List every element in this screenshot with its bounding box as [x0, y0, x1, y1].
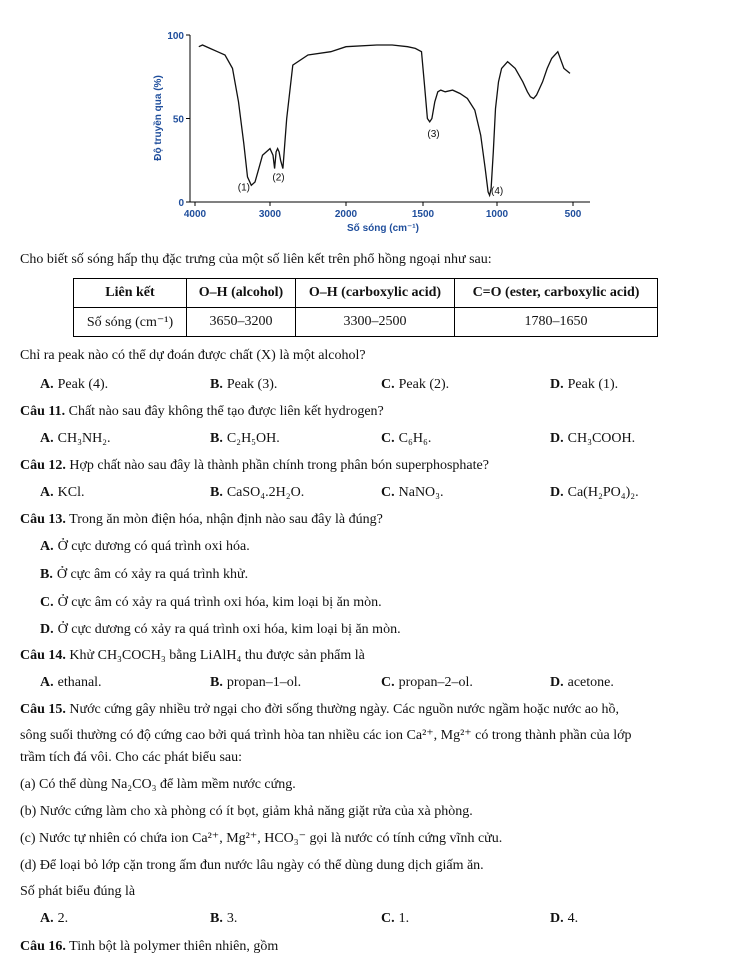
option-text: 3. [226, 911, 238, 926]
question-15-line2: sông suối thường có độ cứng cao bởi quá trình hòa tan nhiều các ion Ca²⁺, Mg²⁺ có trong thành phần của lớp [20, 728, 632, 743]
option-text: propan–2–ol. [398, 675, 473, 690]
option-key: C. [381, 377, 395, 392]
question-text: Chất nào sau đây không thể tạo được liên kết hydrogen? [68, 404, 384, 419]
table-header-cell: O–H (alcohol) [187, 279, 296, 308]
y-axis-label: Độ truyền qua (%) [153, 75, 164, 161]
question-12 [20, 458, 489, 474]
option-key: A. [40, 539, 54, 554]
x-tick-label: 1000 [485, 209, 509, 220]
q14-option-d[interactable] [550, 675, 614, 691]
option-text: Ở cực dương có quá trình oxi hóa. [57, 539, 250, 554]
option-text: KCl. [57, 485, 85, 500]
question-label: Câu 13. [20, 512, 66, 527]
x-tick-label: 2000 [334, 209, 358, 220]
table-cell: Số sóng (cm⁻¹) [74, 308, 187, 337]
question-label: Câu 11. [20, 404, 66, 419]
option-key: B. [210, 377, 223, 392]
q12-option-d[interactable] [550, 485, 639, 501]
question-label: Câu 12. [20, 458, 66, 473]
option-key: B. [210, 485, 223, 500]
option-key: B. [210, 675, 223, 690]
option-key: C. [40, 595, 54, 610]
question-label: Câu 15. [20, 702, 66, 717]
question-text: Trong ăn mòn điện hóa, nhận định nào sau đây là đúng? [69, 512, 383, 527]
question-text: Nước cứng gây nhiều trở ngại cho đời sống thường ngày. Các nguồn nước ngầm hoặc nước ao hồ, [69, 702, 619, 717]
y-tick-label: 50 [172, 114, 184, 126]
option-key: A. [40, 675, 54, 690]
q10-option-a[interactable] [40, 377, 108, 393]
q11-option-d[interactable] [550, 431, 635, 447]
question-15-ask: Số phát biểu đúng là [20, 884, 136, 899]
option-key: D. [550, 911, 564, 926]
option-text: 4. [567, 911, 579, 926]
q10-option-b[interactable] [210, 377, 277, 393]
option-key: D. [550, 675, 564, 690]
option-key: D. [550, 431, 564, 446]
option-text: ethanal. [57, 675, 102, 690]
option-key: B. [40, 567, 53, 582]
q15-option-a[interactable] [40, 911, 68, 927]
statement-a: (a) Có thể dùng Na₂CO₃ để làm mềm nước cứng. [20, 777, 296, 792]
q13-option-c[interactable] [40, 595, 382, 611]
x-axis-label: Số sóng (cm⁻¹) [347, 223, 419, 234]
q14-option-b[interactable] [210, 675, 301, 691]
option-text: CH₃COOH. [567, 431, 636, 446]
statement-d: (d) Để loại bỏ lớp cặn trong ấm đun nước lâu ngày có thể dùng dung dịch giấm ăn. [20, 858, 484, 873]
chart-plot-area [199, 45, 570, 197]
wavenumber-table [73, 278, 658, 337]
question-text: Khử CH₃COCH₃ bằng LiAlH₄ thu được sản phẩm là [69, 648, 365, 663]
question-text: Tinh bột là polymer thiên nhiên, gồm [69, 939, 279, 954]
option-key: B. [210, 431, 223, 446]
table-row [74, 308, 658, 337]
q12-option-b[interactable] [210, 485, 304, 501]
peak-annotation: (2) [272, 172, 285, 184]
peak-annotation: (1) [237, 182, 250, 194]
option-key: C. [381, 911, 395, 926]
option-text: Peak (4). [57, 377, 109, 392]
question-16 [20, 939, 278, 955]
q15-option-b[interactable] [210, 911, 237, 927]
option-text: Ở cực âm có xảy ra quá trình oxi hóa, kim loại bị ăn mòn. [57, 595, 382, 610]
option-text: Peak (1). [567, 377, 619, 392]
option-key: C. [381, 675, 395, 690]
option-text: Ở cực âm có xảy ra quá trình khử. [56, 567, 249, 582]
q13-option-d[interactable] [40, 622, 401, 638]
q12-option-c[interactable] [381, 485, 444, 501]
intro-text: Cho biết số sóng hấp thụ đặc trưng của một số liên kết trên phổ hồng ngoại như sau: [20, 252, 492, 267]
option-text: C₆H₆. [398, 431, 432, 446]
option-text: Peak (2). [398, 377, 450, 392]
q11-option-c[interactable] [381, 431, 431, 447]
option-text: 2. [57, 911, 69, 926]
q15-option-d[interactable] [550, 911, 578, 927]
option-key: A. [40, 431, 54, 446]
q11-option-b[interactable] [210, 431, 280, 447]
question-label: Câu 14. [20, 648, 66, 663]
question-text: Hợp chất nào sau đây là thành phần chính trong phân bón superphosphate? [69, 458, 489, 473]
q12-option-a[interactable] [40, 485, 84, 501]
table-header-row [74, 279, 658, 308]
option-text: NaNO₃. [398, 485, 444, 500]
question-10-text: Chỉ ra peak nào có thể dự đoán được chất (X) là một alcohol? [20, 348, 366, 363]
option-text: acetone. [567, 675, 614, 690]
x-tick-label: 500 [564, 209, 582, 220]
option-key: D. [550, 377, 564, 392]
option-key: C. [381, 431, 395, 446]
ir-spectrum-chart [0, 0, 743, 245]
option-text: Peak (3). [226, 377, 278, 392]
option-key: A. [40, 911, 54, 926]
question-13 [20, 512, 383, 528]
q10-option-d[interactable] [550, 377, 618, 393]
option-text: propan–1–ol. [226, 675, 302, 690]
question-15-line1 [20, 702, 619, 718]
q10-option-c[interactable] [381, 377, 449, 393]
q14-option-a[interactable] [40, 675, 102, 691]
table-cell: 3300–2500 [296, 308, 455, 337]
statement-b: (b) Nước cứng làm cho xà phòng có ít bọt, giảm khả năng giặt rửa của xà phòng. [20, 804, 473, 819]
spectrum-line [199, 45, 570, 195]
statement-c: (c) Nước tự nhiên có chứa ion Ca²⁺, Mg²⁺, HCO₃⁻ gọi là nước có tính cứng vĩnh cửu. [20, 831, 503, 846]
peak-annotation: (3) [427, 129, 440, 141]
question-15-line3: trầm tích đá vôi. Cho các phát biểu sau: [20, 750, 242, 765]
question-label: Câu 16. [20, 939, 66, 954]
table-cell: 1780–1650 [455, 308, 658, 337]
y-tick-label: 100 [167, 31, 184, 42]
x-tick-label: 4000 [183, 209, 207, 220]
option-key: A. [40, 377, 54, 392]
peak-annotation: (4) [491, 185, 504, 197]
table-header-cell: C=O (ester, carboxylic acid) [455, 279, 658, 308]
q15-option-c[interactable] [381, 911, 409, 927]
option-key: B. [210, 911, 223, 926]
chart-axes [152, 31, 590, 234]
option-text: 1. [398, 911, 410, 926]
q14-option-c[interactable] [381, 675, 473, 691]
q13-option-a[interactable] [40, 539, 250, 555]
option-text: Ở cực dương có xảy ra quá trình oxi hóa, kim loại bị ăn mòn. [57, 622, 401, 637]
option-text: CaSO₄.2H₂O. [226, 485, 305, 500]
y-tick-label: 0 [178, 198, 184, 209]
option-key: A. [40, 485, 54, 500]
option-text: Ca(H₂PO₄)₂. [567, 485, 639, 500]
table-header-cell: Liên kết [74, 279, 187, 308]
q11-option-a[interactable] [40, 431, 111, 447]
x-tick-label: 3000 [258, 209, 282, 220]
q13-option-b[interactable] [40, 567, 248, 583]
x-tick-label: 1500 [411, 209, 435, 220]
question-11 [20, 404, 384, 420]
table-cell: 3650–3200 [187, 308, 296, 337]
option-key: D. [550, 485, 564, 500]
option-text: CH₃NH₂. [57, 431, 111, 446]
table-header-cell: O–H (carboxylic acid) [296, 279, 455, 308]
option-text: C₂H₅OH. [226, 431, 280, 446]
option-key: C. [381, 485, 395, 500]
question-14 [20, 648, 365, 664]
option-key: D. [40, 622, 54, 637]
